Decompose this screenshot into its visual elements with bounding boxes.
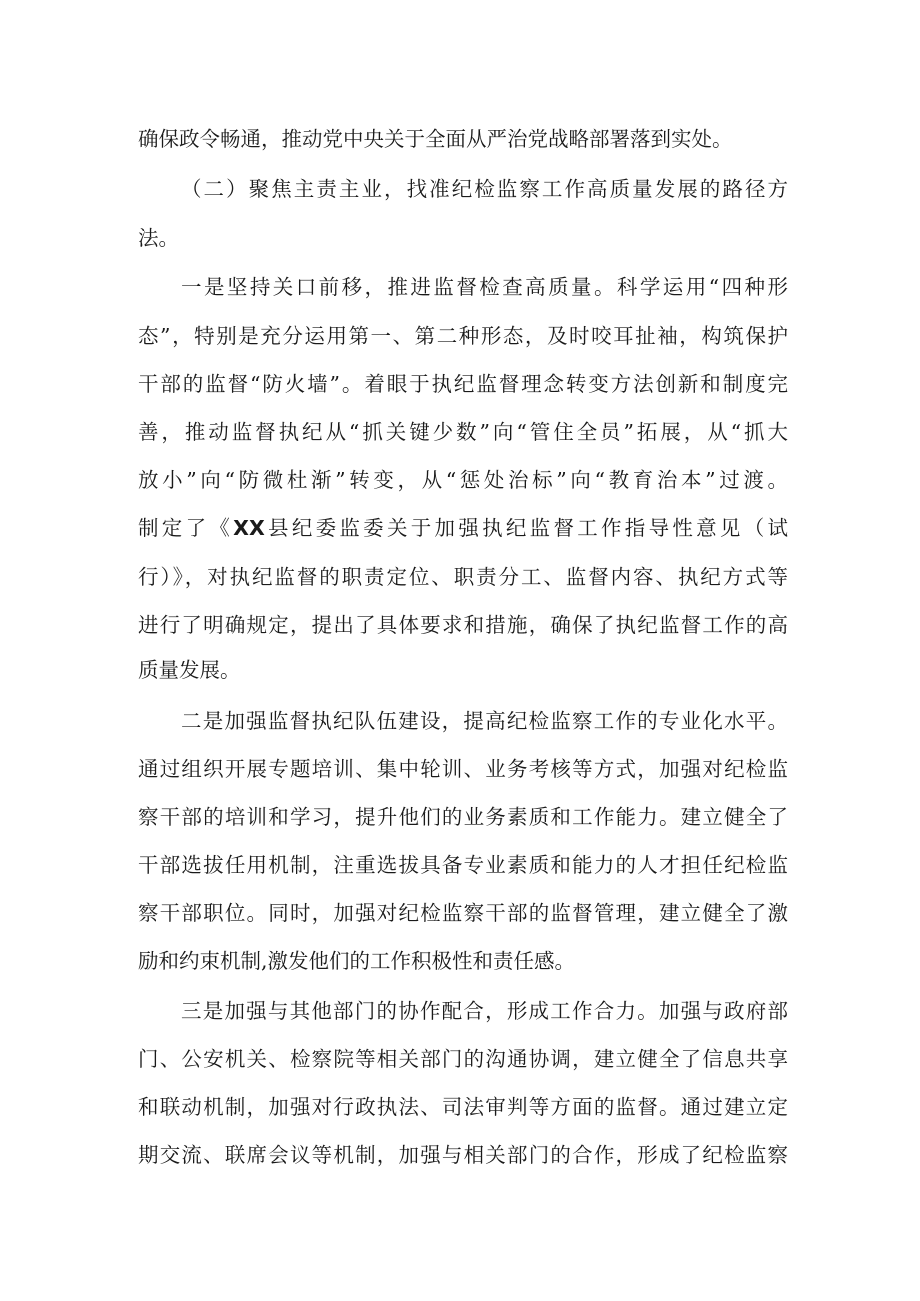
paragraph-line: 进行了明确规定，提出了具体要求和措施，确保了执纪监督工作的高 bbox=[138, 613, 788, 637]
paragraph-line: 善，推动监督执纪从“抓关键少数”向“管住全员”拓展，从“抓大 bbox=[138, 420, 788, 444]
section-heading: （二）聚焦主责主业，找准纪检监察工作高质量发展的路径方 bbox=[181, 177, 788, 201]
paragraph-line: 门、公安机关、检察院等相关部门的沟通协调，建立健全了信息共享 bbox=[138, 1047, 788, 1071]
paragraph-line: 励和约束机制,激发他们的工作积极性和责任感。 bbox=[138, 949, 576, 973]
paragraph-line: 质量发展。 bbox=[138, 658, 241, 682]
paragraph-line: 二是加强监督执纪队伍建设，提高纪检监察工作的专业化水平。 bbox=[181, 709, 788, 733]
county-placeholder: XX bbox=[233, 516, 265, 540]
paragraph-line-prefix: 制定了《 bbox=[138, 516, 234, 540]
paragraph-line-rest: 县纪委监委关于加强执纪监督工作指导性意见（试 bbox=[264, 516, 789, 540]
section-heading-continuation: 法。 bbox=[138, 226, 179, 250]
paragraph-line: 行）》，对执纪监督的职责定位、职责分工、监督内容、执纪方式等 bbox=[138, 565, 788, 589]
paragraph-line: 干部选拔任用机制，注重选拔具备专业素质和能力的人才担任纪检监 bbox=[138, 853, 788, 877]
paragraph-line: 态”，特别是充分运用第一、第二种形态，及时咬耳扯袖，构筑保护 bbox=[138, 324, 788, 348]
paragraph-line: 和联动机制，加强对行政执法、司法审判等方面的监督。通过建立定 bbox=[138, 1095, 788, 1119]
paragraph-line: 三是加强与其他部门的协作配合，形成工作合力。加强与政府部 bbox=[181, 999, 788, 1023]
paragraph-line: 察干部职位。同时，加强对纪检监察干部的监督管理，建立健全了激 bbox=[138, 901, 788, 925]
paragraph-line: 通过组织开展专题培训、集中轮训、业务考核等方式，加强对纪检监 bbox=[138, 757, 788, 781]
paragraph-line bbox=[138, 510, 788, 546]
paragraph-line: 期交流、联席会议等机制，加强与相关部门的合作，形成了纪检监察 bbox=[138, 1143, 788, 1167]
paragraph-line: 察干部的培训和学习，提升他们的业务素质和工作能力。建立健全了 bbox=[138, 805, 788, 829]
paragraph-line: 干部的监督“防火墙”。着眼于执纪监督理念转变方法创新和制度完 bbox=[138, 372, 788, 396]
paragraph-line: 放小”向“防微杜渐”转变，从“惩处治标”向“教育治本”过渡。 bbox=[138, 468, 788, 492]
paragraph-line: 确保政令畅通，推动党中央关于全面从严治党战略部署落到实处。 bbox=[138, 127, 733, 151]
paragraph-line: 一是坚持关口前移，推进监督检查高质量。科学运用“四种形 bbox=[181, 275, 788, 299]
